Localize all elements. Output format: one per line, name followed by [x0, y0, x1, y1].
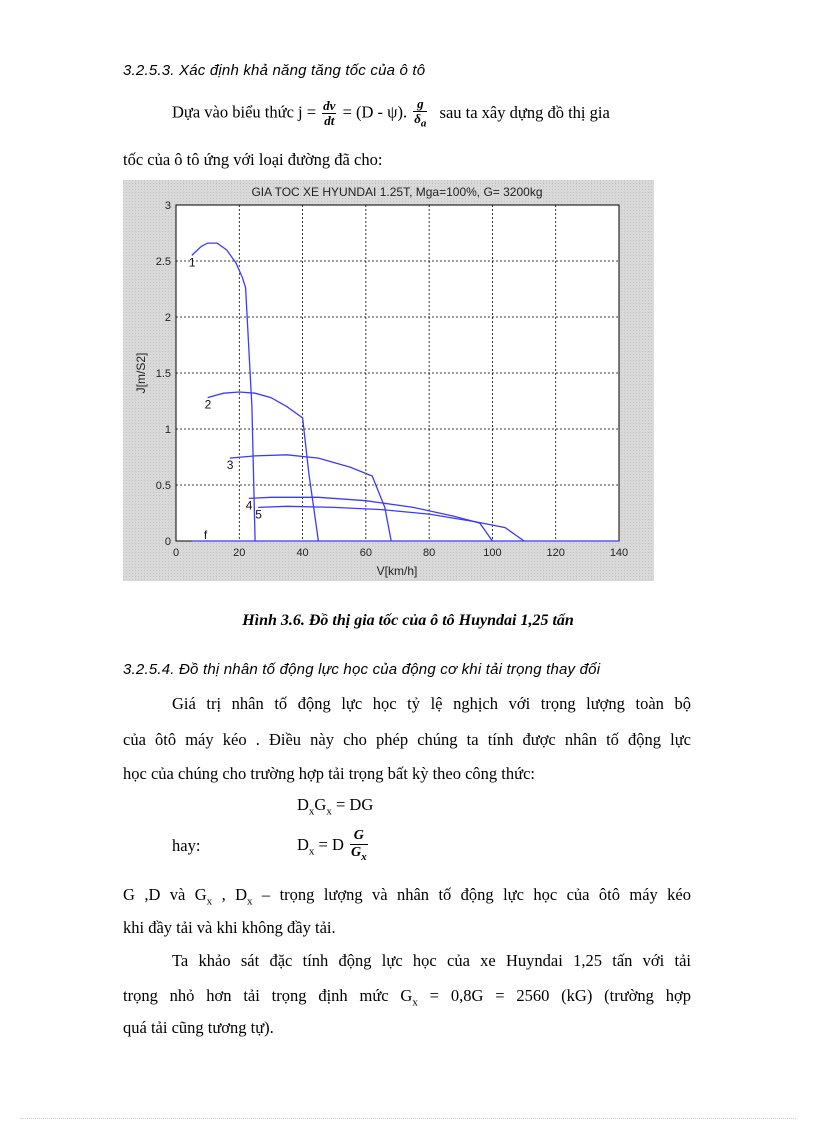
- y-tick-label: 0: [164, 536, 171, 548]
- x-tick-label: 140: [609, 547, 629, 559]
- eq2-sub-x: x: [308, 845, 315, 858]
- chart-svg: [123, 180, 654, 581]
- equation-1: [297, 795, 373, 817]
- page-bottom-rule: [20, 1118, 796, 1119]
- formula-mid-text: = (D - ψ).: [342, 102, 408, 122]
- figure-caption: Hình 3.6. Đồ thị gia tốc của ô tô Huyndai 1,25 tấn: [242, 612, 574, 629]
- paragraph-1-line-3: học của chúng cho trường hợp tải trọng bất kỳ theo công thức:: [123, 764, 535, 783]
- paragraph-3-line-3: quá tải cũng tương tự).: [123, 1018, 274, 1037]
- formula-paragraph: [172, 97, 610, 131]
- fraction-denominator: [350, 845, 368, 865]
- formula-suffix-text: sau ta xây dựng đồ thị gia: [439, 102, 610, 122]
- fraction-g-delta: [413, 97, 427, 131]
- chart-y-axis-label: J[m/S2]: [134, 352, 148, 394]
- fraction-denominator: dt: [324, 113, 335, 129]
- fraction-dv-dt: [322, 99, 336, 128]
- eq2-d: D: [297, 835, 309, 855]
- x-tick-label: 20: [233, 547, 246, 559]
- paragraph-2-line-2: khi đầy tải và khi không đầy tải.: [123, 918, 336, 937]
- x-tick-label: 40: [296, 547, 309, 559]
- y-tick-label: 2.5: [155, 256, 171, 268]
- x-tick-label: 80: [423, 547, 436, 559]
- fraction-g-gx: [350, 828, 368, 865]
- fraction-denominator: [413, 112, 427, 131]
- paragraph-1-line-1: Giá trị nhân tố động lực học tỷ lệ nghịch với trọng lượng toàn bộ: [172, 694, 691, 713]
- p2-text-a: G ,D và G: [123, 885, 207, 904]
- y-tick-label: 2: [164, 312, 171, 324]
- series-annotation-3: 3: [226, 458, 234, 473]
- eq1-d: D: [297, 795, 309, 814]
- series-annotation-2: 2: [204, 397, 212, 412]
- x-tick-label: 120: [546, 547, 565, 559]
- y-tick-label: 1.5: [155, 368, 171, 380]
- paragraph-3-line-1: Ta khảo sát đặc tính động lực học của xe Huyndai 1,25 tấn với tải: [172, 951, 691, 970]
- y-tick-label: 0.5: [155, 480, 171, 492]
- x-tick-label: 0: [172, 547, 180, 559]
- gx-sub: x: [361, 850, 367, 863]
- fraction-numerator: dv: [323, 98, 336, 114]
- p2-sub-1: x: [206, 895, 213, 908]
- delta-symbol: δ: [414, 111, 421, 126]
- y-tick-label: 3: [164, 200, 171, 212]
- eq1-rhs: = DG: [331, 795, 374, 814]
- intro-line-2: tốc của ô tô ứng với loại đường đã cho:: [123, 150, 383, 169]
- p3-sub: x: [412, 996, 418, 1009]
- chart-title: GIA TOC XE HYUNDAI 1.25T, Mga=100%, G= 3200kg: [251, 185, 543, 199]
- fraction-numerator: G: [350, 828, 368, 845]
- acceleration-chart: [123, 180, 654, 581]
- p2-text-b: , D: [212, 885, 248, 904]
- paragraph-1-line-2: của ôtô máy kéo . Điều này cho phép chúng ta tính được nhân tố động lực: [123, 730, 691, 749]
- paragraph-3-line-2: [123, 986, 691, 1008]
- eq1-g: G: [314, 795, 327, 814]
- p2-text-c: – trọng lượng và nhân tố động lực học của ôtô máy kéo: [252, 885, 692, 904]
- series-annotation-4: 4: [245, 498, 253, 513]
- p2-sub-2: x: [247, 895, 253, 908]
- equation-2: [297, 828, 370, 865]
- eq2-mid: = D: [314, 835, 344, 855]
- series-annotation-5: 5: [255, 507, 262, 522]
- paragraph-2-line-1: [123, 885, 691, 907]
- formula-intro-text: Dựa vào biểu thức j =: [172, 102, 317, 122]
- delta-subscript: a: [420, 117, 427, 130]
- hay-label: hay:: [172, 836, 201, 855]
- x-tick-label: 100: [483, 547, 502, 559]
- p3-text-b: = 0,8G = 2560 (kG) (trường hợp: [417, 986, 691, 1005]
- eq1-sub-x2: x: [326, 805, 332, 818]
- x-tick-label: 60: [359, 547, 372, 559]
- series-annotation-f: f: [203, 528, 208, 542]
- gx-g: G: [351, 845, 362, 860]
- y-tick-label: 1: [164, 424, 171, 436]
- section-heading-dynamic-factor: 3.2.5.4. Đồ thị nhân tố động lực học của động cơ khi tải trọng thay đổi: [123, 661, 601, 678]
- section-heading-acceleration: 3.2.5.3. Xác định khả năng tăng tốc của ô tô: [123, 62, 426, 79]
- chart-x-axis-label: V[km/h]: [376, 564, 418, 578]
- series-annotation-1: 1: [188, 255, 196, 270]
- fraction-numerator: g: [413, 97, 427, 112]
- p3-text-a: trọng nhỏ hơn tải trọng định mức G: [123, 986, 413, 1005]
- eq1-sub-x: x: [308, 805, 315, 818]
